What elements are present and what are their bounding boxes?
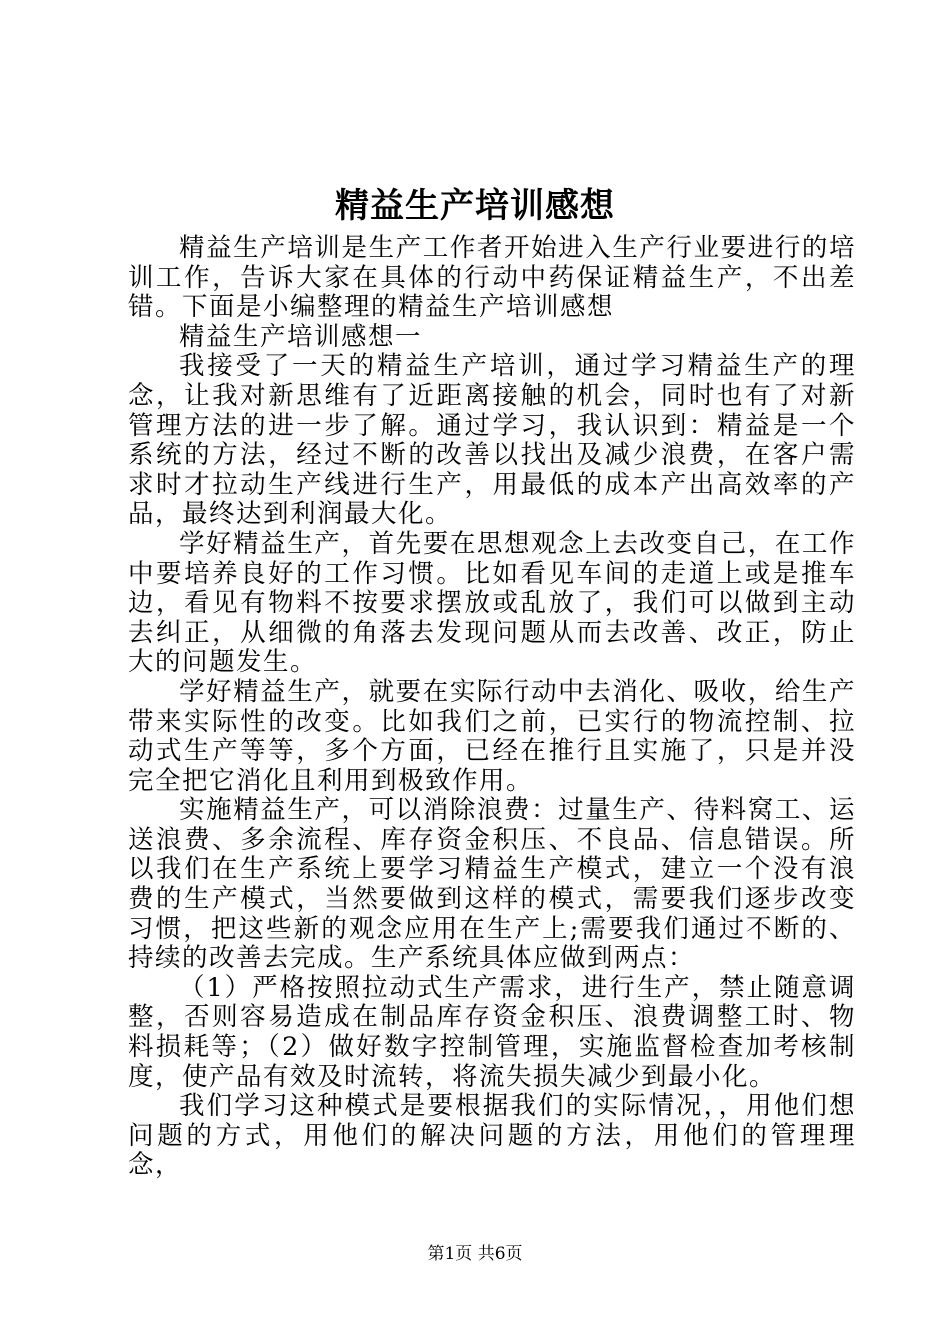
paragraph: 我接受了一天的精益生产培训，通过学习精益生产的理念，让我对新思维有了近距离接触的机会，同时也有了对新管理方法的进一步了解。通过学习，我认识到：精益是一个系统的方法，经过不断的改善以找出及减少浪费，在客户需求时才拉动生产线进行生产，用最低的成本产出高效率的产品，最终达到利润最大化。	[128, 351, 856, 530]
paragraph: 学好精益生产，就要在实际行动中去消化、吸收，给生产带来实际性的改变。比如我们之前，已实行的物流控制、拉动式生产等等，多个方面，已经在推行且实施了，只是并没完全把它消化且利用到极致作用。	[128, 676, 856, 796]
paragraph: （1）严格按照拉动式生产需求，进行生产，禁止随意调整，否则容易造成在制品库存资金积压、浪费调整工时、物料损耗等；（2）做好数字控制管理，实施监督检查加考核制度，使产品有效及时流转，将流失损失减少到最小化。	[128, 972, 856, 1092]
page-footer: 第1页 共6页	[427, 1244, 523, 1264]
paragraph: 我们学习这种模式是要根据我们的实际情况，，用他们想问题的方式，用他们的解决问题的方法，用他们的管理理念，	[128, 1091, 856, 1181]
paragraph: 实施精益生产，可以消除浪费：过量生产、待料窝工、运送浪费、多余流程、库存资金积压、不良品、信息错误。所以我们在生产系统上要学习精益生产模式，建立一个没有浪费的生产模式，当然要做到这样的模式，需要我们逐步改变习惯，把这些新的观念应用在生产上;需要我们通过不断的、持续的改善去完成。生产系统具体应做到两点：	[128, 795, 856, 974]
paragraph: 学好精益生产，首先要在思想观念上去改变自己，在工作中要培养良好的工作习惯。比如看见车间的走道上或是推车边，看见有物料不按要求摆放或乱放了，我们可以做到主动去纠正，从细微的角落去发现问题从而去改善、改正，防止大的问题发生。	[128, 528, 856, 678]
paragraph-intro: 精益生产培训是生产工作者开始进入生产行业要进行的培训工作，告诉大家在具体的行动中药保证精益生产，不出差错。下面是小编整理的精益生产培训感想	[128, 233, 856, 323]
document-title: 精益生产培训感想	[335, 186, 615, 226]
section-heading: 精益生产培训感想一	[179, 321, 423, 352]
document-body	[128, 234, 856, 1181]
